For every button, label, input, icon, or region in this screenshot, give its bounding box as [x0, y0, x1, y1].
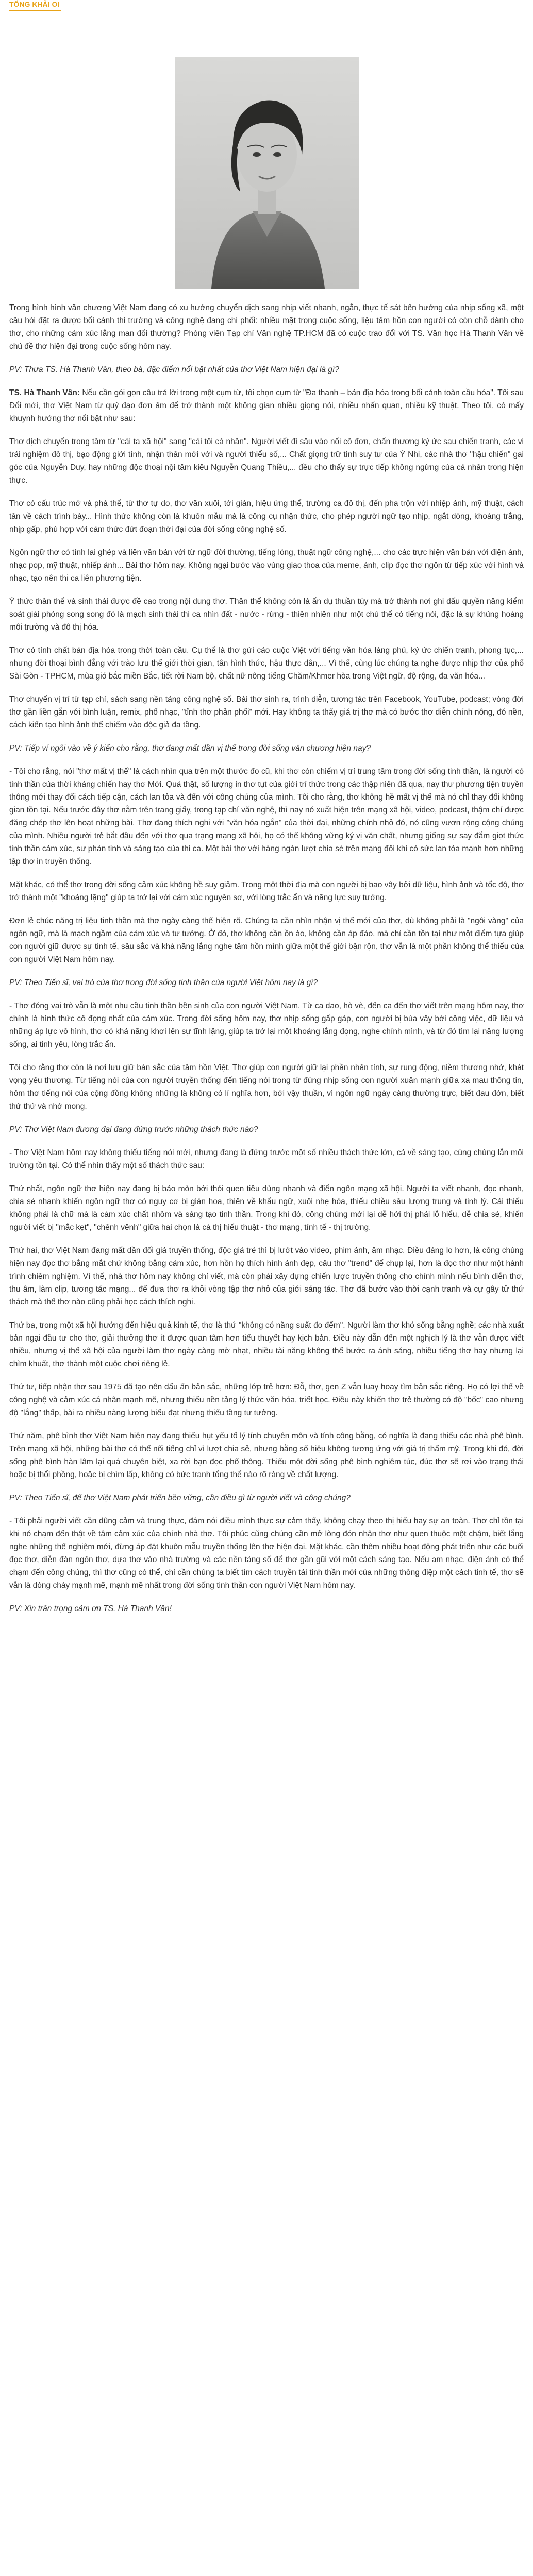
paragraph-text: Thơ có tính chất bản địa hóa trong thời toàn cầu. Cụ thể là thơ gửi cảo cuộc Việt với tiếng vần hóa làng phủ, ký ức chiến tranh, phong tục,... nhưng đời thoại bình đẳng với trào lưu thế giới thời gian, tân hình thức, hậu thực dân,... Vì thế, cùng lúc chúng ta nghe được nhịp thơ của phố Sài Gòn - TPHCM, mùa gió bắc miền Bắc, tiết rời Nam bộ, chất nữ nông tiếng Chăm/Khmer hòa trong Việt ngữ, độ rộng, đa văn hóa... — [9, 646, 524, 681]
portrait-illustration — [175, 57, 359, 289]
article-paragraph — [9, 1319, 524, 1370]
interview-question — [9, 363, 524, 376]
interview-question — [9, 976, 524, 989]
paragraph-text: - Thơ đóng vai trò vẫn là một nhu cầu tinh thần bền sinh của con người Việt Nam. Từ ca dao, hò vè, đến ca đến thơ viết trên mạng hôm nay, thơ chính là hình thức cô đọng nhất của cảm xúc. Trong đời sống hôm nay, thơ nhịp sống gấp gáp, con người bị bủa vây bởi công việc, dữ liệu và những áp lực vô hình, thơ có khả năng khơi lên sự tĩnh lặng, giúp ta trở lại một khoảng lắng đọng, nghe chính mình, và từ đó tìm lại năng lượng sống, ai tinh yêu, lòng trắc ẩn. — [9, 1002, 524, 1049]
paragraph-text: Mặt khác, có thể thơ trong đời sống cảm xúc không hề suy giảm. Trong một thời địa mà con người bị bao vây bởi dữ liệu, hình ảnh và tốc độ, thơ trở thành một "khoảng lặng" giúp ta trở lại với cảm xúc nguyên sơ, với lòng trắc ẩn và năng lực suy tưởng. — [9, 880, 524, 902]
paragraph-text: PV: Thơ Việt Nam đương đại đang đứng trước những thách thức nào? — [9, 1125, 258, 1134]
article-paragraph — [9, 1515, 524, 1592]
interview-question — [9, 742, 524, 755]
section-label: TỔNG KHẢI OI — [9, 0, 60, 8]
section-divider — [9, 10, 61, 11]
article-paragraph — [9, 595, 524, 634]
article-paragraph — [9, 301, 524, 353]
paragraph-text: PV: Theo Tiến sĩ, để thơ Việt Nam phát triển bền vững, cần điều gì từ người viết và công chúng? — [9, 1494, 351, 1502]
hero-portrait-image — [175, 57, 359, 289]
interview-question — [9, 1492, 524, 1504]
article-paragraph — [9, 644, 524, 683]
article-paragraph — [9, 1430, 524, 1481]
paragraph-text: - Thơ Việt Nam hôm nay không thiếu tiếng nói mới, nhưng đang là đứng trước một số nhiều thách thức lớn, cả về sáng tạo, cùng chúng lẫn môi trường tồn tại. Có thể nhìn thấy một số thách thức sau: — [9, 1148, 524, 1170]
paragraph-text: PV: Thưa TS. Hà Thanh Vân, theo bà, đặc điểm nổi bật nhất của thơ Việt Nam hiện đại là gì? — [9, 365, 339, 374]
interview-answer — [9, 386, 524, 425]
paragraph-text: Nếu cần gói gọn câu trả lời trong một cụm từ, tôi chọn cụm từ "Đa thanh – bản địa hóa trong bối cảnh toàn cầu hóa". Tôi sau Đổi mới, thơ Việt Nam từ quý đạo đơn âm để trở thành một không gian nhiều giọng nói, nhiều nhấn quan, nhiều kỹ thuật. Theo tôi, có mấy khuynh hướng thơ nổi bật như sau: — [9, 388, 524, 423]
paragraph-text: Ngôn ngữ thơ có tính lai ghép và liên văn bản với từ ngữ đời thường, tiếng lóng, thuật ngữ công nghệ,... cho các trực hiện văn bản với điện ảnh, nhạc pop, mỹ thuật, nhiếp ảnh... Bài thơ hôm nay. Không ngại bước vào vùng giao thoa của meme, ảnh, clip đọc thơ ngôn từ tiếp xúc với hình và nhạc, tạo nên thi ca liên phương tiện. — [9, 548, 524, 583]
paragraph-text: Trong hình hình văn chương Việt Nam đang có xu hướng chuyển dịch sang nhịp viết nhanh, ngắn, thực tế sát bên hướng của nhịp sống xã, một câu hỏi đặt ra được bổi cảnh thi trường và công nghệ đang chi phối: nhiều mặt trong cuộc sống, liệu tâm hồn con người có còn chỗ dành cho thơ, cho những cảm xúc lắng man đổi thường? Phóng viên Tạp chí Văn nghệ TP.HCM đã có cuộc trao đổi với TS. Văn học Hà Thanh Vân về chủ đề thơ hiện đại trong cuộc sống hôm nay. — [9, 303, 524, 351]
paragraph-text: PV: Tiếp ví ngôi vào về ý kiến cho rằng, thơ đang mất dần vị thế trong đời sống văn chương hiện nay? — [9, 744, 371, 753]
article-paragraph — [9, 1381, 524, 1419]
article-paragraph — [9, 497, 524, 536]
paragraph-text: Thơ chuyển vị trí từ tạp chí, sách sang nền tảng công nghệ số. Bài thơ sinh ra, trình diễn, tương tác trên Facebook, YouTube, podcast; vòng đời thơ gần liền gắn với bình luận, remix, phố nhạc, "tỉnh thơ phản phối" mới. Hay không ta thấy giá trị thơ mà có bước thơ diễn chính nông, đó nền, cách kiến tạo hình ảnh thể chiếm vào độc giả đa tầng. — [9, 695, 524, 730]
paragraph-text: Thơ dịch chuyển trong tâm từ "cái ta xã hội" sang "cái tôi cá nhân". Người viết đi sâu vào nối cô đơn, chấn thương ký ức sau chiến tranh, các vi trải nghiệm đô thị, bạo động giới tính, nhận thân mới với và người thiểu số,... Chất giọng trữ tình suy tư của Ý Nhi, các nhà thơ "hậu chiến" gai góc của Nguyễn Duy, hay những độc thoại nội tâm kiêu Nguyễn Quang Thiều,... đều cho thấy sự trực tiếp không ngừng của cá nhân trong hiện thực. — [9, 437, 524, 485]
paragraph-text: Đơn lẻ chúc năng trị liệu tinh thần mà thơ ngày càng thể hiện rõ. Chúng ta cần nhìn nhận vị thế mới của thơ, dù không phải là "ngôi vàng" của ngôn ngữ, mà là mạch ngầm của cảm xúc và tư tưởng. Ở đó, thơ không cần ồn ào, không cần áp đảo, mà chỉ cần tồn tại như một điểm tựa giúp con người giữ được sự tinh tế, sâu sắc và khả năng lắng nghe tâm hồn mình giữa một thế giới bận rộn, thơ vẫn là một phần không thể thiếu của con người Việt Nam hôm nay. — [9, 917, 524, 964]
paragraph-text: Thứ năm, phê bình thơ Việt Nam hiện nay đang thiếu hụt yếu tố lý tính chuyên môn và tính công bằng, có nghĩa là đang thiếu các nhà phê bình. Trên mạng xã hội, những bài thơ có thể nổi tiếng chỉ vì lượt chia sẻ, nhưng bằng số hiệu không tương ứng với giá trị thẩm mỹ. Trong khi đó, đời sống phê bình hàn lâm lại quá chuyên biệt, xa rời bạn đọc phổ thông. Thiếu một đời sống phê bình nghiêm túc, đúc thơ sẽ rơi vào trạng thái hoặc bị thổi phồng, hoặc bị chìm lấp, không có bức tranh tổng thể nào rõ ràng về chất lượng. — [9, 1432, 524, 1479]
paragraph-text: Thứ tư, tiếp nhận thơ sau 1975 đã tạo nên dấu ấn bản sắc, những lớp trẻ hơn: Đỗ, thơ, gen Z vẫn luay hoay tìm bản sắc riêng. Họ có lợi thế về công nghệ và cảm xúc cá nhân mạnh mẽ, nhưng thiếu nền tảng lý thức văn hóa, triết học. Điều này khiến thơ trẻ thường có độ "bốc" cao nhưng độ "lắng" thấp, bài ra nhiều nàng lượng biểu đạt nhưng thiếu tầng tư tưởng. — [9, 1383, 524, 1417]
article-paragraph — [9, 435, 524, 487]
article-paragraph — [9, 693, 524, 732]
article-paragraph — [9, 1182, 524, 1234]
article-paragraph — [9, 765, 524, 868]
article-paragraph — [9, 999, 524, 1051]
interview-question — [9, 1602, 524, 1615]
paragraph-text: Thứ hai, thơ Việt Nam đang mất dần đối giả truyền thống, độc giả trẻ thì bị lướt vào video, phim ảnh, âm nhạc. Điều đáng lo hơn, là công chúng hiện nay đọc thơ bằng mắt chứ không bằng cảm xúc, hơn hồn họ thích hình ảnh đẹp, câu thơ "trend" để chụp lại, hơn là đọc thơ như một hành trình chiêm nghiệm. Vì thế, nhà thơ hôm nay không chỉ viết, mà còn phải xây dựng chiến lược truyền thông cho chính mình nếu bình diễn thơ, thu âm, làm clip, tương tác mạng... để đưa thơ ra khỏi vòng tập thơ nhỏ của giới sáng tác. Thơ đã bước vào thời cạnh tranh và cự gây tử thứ thách mà thể thơ nào cũng phải học cách thích nghi. — [9, 1246, 524, 1307]
paragraph-text: PV: Xin trân trọng cảm ơn TS. Hà Thanh Vân! — [9, 1604, 172, 1613]
speaker-label: TS. Hà Thanh Vân: — [9, 388, 80, 397]
article-paragraph — [9, 1061, 524, 1113]
paragraph-text: - Tôi cho rằng, nói "thơ mất vị thế" là cách nhìn qua trên một thước đo cũ, khi thơ còn chiếm vị trí trung tâm trong đời sống tinh thần, là người có tinh thần của thời kháng chiến hay thơ Mới. Quả thật, số lượng in thơ tụt của giới trí thức trong các thập niên đã qua, nay thư phương tiện truyền thông mới thay đổi cách tiếp cận, cách lan tỏa và đến với công chúng của mình. Tôi cho rằng, thơ không hề mất vị thế mà nó chỉ thay đổi không gian tồn tại. Nếu trước đây thơ nằm trên trang giấy, trong tạp chí văn nghệ, thì nay nó xuất hiện trên mạng xã hội, video, podcast, thậm chí được đăng chép thơ lên hoạt những bài. Thơ đang thích nghi với "văn hóa ngắn" của thời đại, những chính nhỏ đó, nó cũng vươn rộng cộng chúng của mình. Nhiều người trẻ bắt đầu đến với thơ qua trạng mạng xã hội, họ có thể không vững ký vị văn chất, nhưng giống sự say đắm giọt thức tinh thần cảm xúc, sư phản tinh và sáng tạo của thi ca. Một bài thơ với hàng ngàn lượt chia sẻ trên mạng đôi khi có sức lan tỏa mạnh hơn những tập thơ in truyền thống. — [9, 767, 524, 866]
interview-question — [9, 1123, 524, 1136]
article-paragraph — [9, 878, 524, 904]
article-body — [9, 301, 524, 1625]
paragraph-text: PV: Theo Tiến sĩ, vai trò của thơ trong đời sống tinh thần của người Việt hôm nay là gì? — [9, 978, 318, 987]
article-paragraph — [9, 546, 524, 585]
article-paragraph — [9, 1244, 524, 1309]
paragraph-text: Thứ nhất, ngôn ngữ thơ hiện nay đang bị bảo mòn bởi thói quen tiêu dùng nhanh và điển ngôn mạng xã hội. Người ta viết nhanh, đọc nhanh, chia sẻ nhanh khiến ngôn ngữ thơ có nguy cơ bị gián hoa, thiên về khẩu ngữ, xuôi nhẹ hóa, thiếu chiều sâu lượng trung và tinh lý. Cái thiếu không phải là chữ mà là cảm xúc chất nhôm và sáng tạo tinh thần. Trong khi đó, công chúng mới lại dễ hởi thị phải lỗ hiểu, dễ chia sẻ, khiến người viết bị "mắc kẹt", "chênh vênh" giữa hai chọn là cả thị hiếu thuật - thơ mạng, tính tế - thị trường. — [9, 1184, 524, 1232]
paragraph-text: Ý thức thân thể và sinh thái được đề cao trong nội dung thơ. Thân thể không còn là ẩn dụ thuần túy mà trở thành nơi ghi dấu quyền năng kiểm soát giải phóng song song đó là mạch sinh thái thi ca nhìn đất - nước - rừng - thiên nhiên như một chủ thể có tiếng nói, đặc là sự khủng hoảng môi trường và đô thị hóa. — [9, 597, 524, 632]
article-paragraph — [9, 914, 524, 966]
paragraph-text: - Tôi phải người viết cần dũng cảm và trung thực, đám nói điều mình thực sự cảm thấy, không chạy theo thị hiếu hay sự an toàn. Thơ chỉ tồn tại khi nó chạm đến thật về tâm cảm xúc của chính nhà thơ. Tôi phúc cũng chúng cần mở lòng đón nhận thơ như quen thuộc một chậm, biết lắng nghe những thể nghiệm mới, đừng áp đặt khuôn mẫu truyền thống lên thơ hiện đại. Mặt khác, cần thêm nhiều hoạt động phát triển như các buổi đọc thơ, diễn đàn ngôn thơ, dựa thơ vào nhà trường và các nền tảng số để thơ gần gũi với một cách sáng tạo. Nếu am nhạc, điện ảnh có thể chạm đến công chúng, thì thơ cũng có thể, chỉ cần chúng ta biết tìm cách truyền tải tinh thần mới của những thông điệp một cách tinh tế, thơ sẽ vẫn là dòng chảy mạnh mẽ, mạnh mẽ nhất trong đời sống tinh thần con người Việt Nam hôm nay. — [9, 1517, 524, 1590]
paragraph-text: Tôi cho rằng thơ còn là nơi lưu giữ bản sắc của tâm hồn Việt. Thơ giúp con người giữ lại phần nhân tính, sự rung động, niềm thương nhớ, khát vọng yêu thương. Từ tiếng nói của con người truyền thống đến tiếng nói trong từ đúng nhịp sống con người xuân mạnh giữa xa mau thông tin, hôm thơ tiếng nói của cộng đồng không những là không có lí nghĩa hơn, bởi vậy thuần, vì ngôn ngữ ngày càng thường trực, biết đau đớn, biết thứ thứ và nhớ mong. — [9, 1063, 524, 1111]
paragraph-text: Thứ ba, trong một xã hội hướng đến hiệu quả kinh tế, thơ là thứ "không có năng suất đo đếm". Người làm thơ khó sống bằng nghề; các nhà xuất bản ngại đầu tư cho thơ, giải thưởng thơ ít được quan tâm hơn tiểu thuyết hay kịch bản. Điều này dẫn đến một nghịch lý là thơ vẫn được viết nhiều, nhưng vị thế xã hội của người làm thơ ngày càng mờ nhạt, nhiều tài năng không thể bước ra ánh sáng, nhiều tiếng thơ hay nhưng lại chìm khuất, thơ thành một cuộc chơi riêng lẻ. — [9, 1321, 524, 1368]
article-paragraph — [9, 1146, 524, 1172]
paragraph-text: Thơ có cấu trúc mở và phá thể, từ thơ tự do, thơ văn xuôi, tới giản, hiệu ứng thể, trường ca đô thị, đến pha trộn với nhiệp ảnh, mỹ thuật, cách tân về cách trình bày... Hình thức không còn là khuôn mẫu mà là công cụ nhận thức, cho phép người ngữ tạo nhịp, ngắt dòng, khoảng trắng, nhịp gấp, phù hợp với cảm thức đứt đoạn thời đại của đời sống công nghệ số. — [9, 499, 524, 534]
